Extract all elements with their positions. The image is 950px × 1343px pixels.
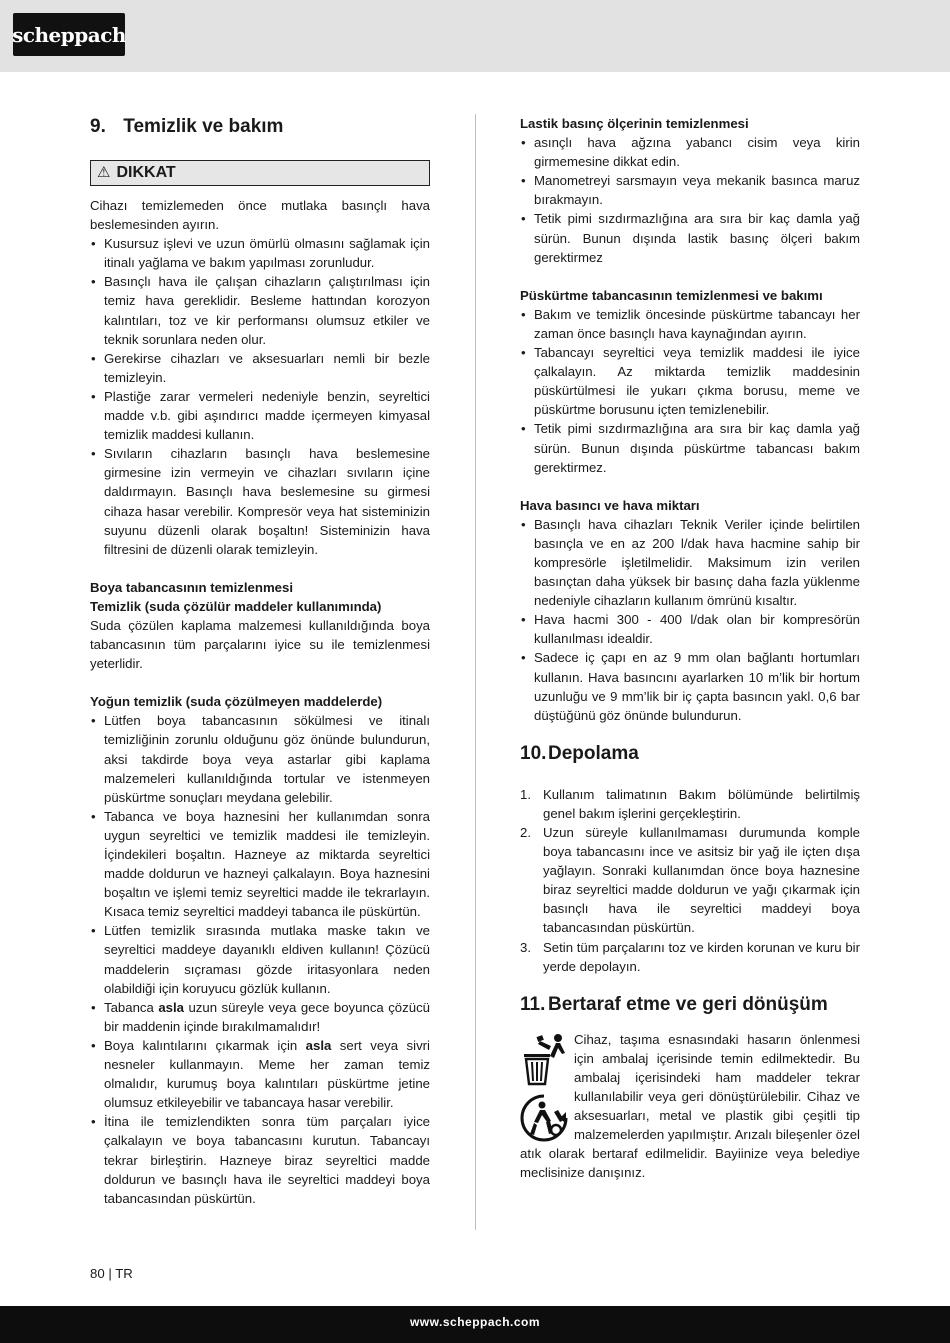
list-item: • Lütfen boya tabancasının sökülmesi ve itinalı temizliğinin zorunlu olduğunu göz önünde bulundurun, aksi takdirde boya veya astarlar gibi kaplama malzemeleri kullanıldığında tortular ve istenmeyen püskürtme sonuçları meydana gelebilir.: [90, 711, 430, 806]
list-item: • Tetik pimi sızdırmazlığına ara sıra bir kaç damla yağ sürün. Bunun dışında püskürtme tabancası bakım gerektirmez.: [520, 419, 860, 476]
section-title: Bertaraf etme ve geri dönüşüm: [548, 993, 828, 1015]
list-item: • Plastiğe zarar vermeleri nedeniyle benzin, seyreltici madde v.b. gibi aşındırıcı madde içermeyen kimyasal temizlik maddesi kullanın.: [90, 387, 430, 444]
disposal-block: [520, 1030, 860, 1183]
subheading: Temizlik (suda çözülür maddeler kullanımında): [90, 598, 382, 614]
bin-icon: [520, 1032, 568, 1086]
list-item: • Kusursuz işlevi ve uzun ömürlü olmasını sağlamak için itinalı yağlama ve bakım yapılması zorunludur.: [90, 234, 430, 272]
subheading: Hava basıncı ve hava miktarı: [520, 497, 700, 513]
list-item: • Bakım ve temizlik öncesinde püskürtme tabancayı her zaman önce basınçlı hava kaynağından ayırın.: [520, 305, 860, 343]
list-item: • Sadece iç çapı en az 9 mm olan bağlantı hortumları kullanın. Hava basıncını ayarlarken 10 m’lik bir hortum uzunluğu ve 9 mm’lik bir iç çapta basıncın yakl. 0,6 bar düştüğünü göz önünde bulundurun.: [520, 648, 860, 724]
emphasis: asla: [158, 999, 184, 1015]
gauge-bullets: [520, 133, 860, 267]
emphasis: asla: [305, 1037, 332, 1053]
list-item: • Lütfen temizlik sırasında mutlaka maske takın ve seyreltici maddeye dayanıklı eldiven kullanın! Çözücü maddelerin sıçraması gözde iritasyonlara neden olabildiği için koruyucu gözlük kullanın.: [90, 921, 430, 997]
item-text: Kullanım talimatının Bakım bölümünde belirtilmiş genel bakım işlerini gerçekleştirin.: [543, 786, 860, 821]
list-item: • Basınçlı hava ile çalışan cihazların çalıştırılması için temiz hava gereklidir. Besleme hattından korozyon kalıntıları, toz ve kir performansı olumsuz etkiler ve teknik sorunlara neden olur.: [90, 272, 430, 348]
list-item: [520, 785, 860, 823]
paragraph: Suda çözülen kaplama malzemesi kullanıldığında boya tabancasının tüm parçalarını iyice su ile temizlenmesi yeterlidir.: [90, 617, 430, 672]
page-number-value: 80: [90, 1266, 105, 1281]
brand-logo: [13, 13, 125, 56]
text-fragment: sert veya sivri nesneler kullanmayın. Meme her zaman temiz olmalıdır, kurumuş boya kalıntıları püskürtme jetine olumsuz etkileyebilir ve tabancaya hasar verebilir.: [104, 1037, 430, 1111]
right-column: [520, 114, 860, 1183]
section-number: 11.: [520, 993, 546, 1015]
disposal-text: Cihaz, taşıma esnasındaki hasarın önlenmesi için ambalaj içerisinde temin edilmektedir. Bu ambalaj içerisindeki ham maddeler tekrar kullanılabilir veya geri dönüştürülebilir. Cihaz ve aksesuarları, metal ve plastik gibi çeşitli tip malzemelerden yapılmıştır. Arızalı bileşenler özel atık olarak bertaraf edilmelidir. Bayiinize veya belediye meclisinize danışınız.: [520, 1031, 860, 1181]
list-item: • İtina ile temizlendikten sonra tüm parçaları iyice çalkalayın ve boya tabancasını kurutun. Tabancayı tekrar birleştirin. Hazneye biraz seyreltici madde doldurun ve basınçlı hava ile seyreltici maddeyi boya tabancasından püskürtün.: [90, 1112, 430, 1207]
section-title: Temizlik ve bakım: [123, 116, 284, 137]
section-10-heading: [520, 741, 860, 767]
section-title: Depolama: [548, 742, 639, 764]
list-item: • Hava hacmi 300 - 400 l/dak olan bir kompresörün kullanılması idealdir.: [520, 610, 860, 648]
footer-bar: [0, 1306, 950, 1343]
language-code: TR: [115, 1266, 133, 1281]
list-item: • Basınçlı hava cihazları Teknik Veriler içinde belirtilen basınçla ve en az 200 l/dak hava hacmine sahip bir kompresörle işletilmelidir. Maksimum izin verilen basınçtan daha yüksek bir basınç daha fazla yüklenme nedeniyle cihazların kullanım ömrünü kısaltır.: [520, 515, 860, 610]
brand-logo-text: scheppach: [12, 22, 126, 47]
list-item: [520, 823, 860, 938]
page-number: [90, 1266, 133, 1281]
text-fragment: Boya kalıntılarını çıkarmak için: [104, 1037, 306, 1053]
left-column: [90, 114, 430, 1208]
subheading: Boya tabancasının temizlenmesi: [90, 579, 294, 595]
item-number: 2.: [520, 825, 531, 840]
list-item: • Tabanca ve boya haznesini her kullanımdan sonra uygun seyreltici ve temizlik maddesi ile temizleyin. İçindekileri boşaltın. Hazneye az miktarda seyreltici madde doldurun ve hazneyi çalkalayın. Boya haznesini boşaltın ve işlemi temiz seyreltici madde ile tekrarlayın. Kısaca temiz seyreltici maddeyi tabanca ile püskürtün.: [90, 807, 430, 922]
list-item: [90, 1036, 430, 1112]
text-fragment: uzun süreyle veya gece boyunca çözücü bir maddenin içinde bırakılmamalıdır!: [104, 999, 430, 1034]
intro-text: Cihazı temizlemeden önce mutlaka basınçlı hava beslemesinden ayırın.: [90, 198, 430, 233]
air-bullets: [520, 515, 860, 725]
list-item: • asınçlı hava ağzına yabancı cisim veya kirin girmemesine dikkat edin.: [520, 133, 860, 171]
section-11-heading: [520, 992, 860, 1018]
item-text: Setin tüm parçalarını toz ve kirden korunan ve kuru bir yerde depolayın.: [543, 939, 860, 974]
list-item: • Gerekirse cihazları ve aksesuarları nemli bir bezle temizleyin.: [90, 349, 430, 387]
spray-bullets: [520, 305, 860, 477]
warning-triangle-icon: ⚠: [97, 164, 111, 181]
disposal-icons: [520, 1032, 570, 1144]
list-item: • Tetik pimi sızdırmazlığına ara sıra bir kaç damla yağ sürün. Bunun dışında lastik basınç ölçeri bakım gerektirmez: [520, 209, 860, 266]
recycle-icon: [520, 1092, 568, 1144]
intensive-bullets: [90, 711, 430, 1207]
website-link[interactable]: www.scheppach.com: [409, 1315, 541, 1329]
section-9-heading: [90, 114, 430, 140]
storage-list: [520, 785, 860, 976]
maintenance-bullets: [90, 234, 430, 559]
page-separator: |: [108, 1266, 112, 1281]
item-text: Uzun süreyle kullanılmaması durumunda komple boya tabancasını ince ve asitsiz bir yağ ile içten dışa yağlayın. Sonraki kullanımdan önce boya haznesine biraz seyreltici madde doldurun ve yağı çıkarmak için basınçlı hava ile seyreltici maddeyi boya tabancasından püskürtün.: [543, 825, 860, 936]
list-item: • Sıvıların cihazların basınçlı hava beslemesine girmesine izin vermeyin ve cihazları sıvıların içine daldırmayın. Basınçlı hava beslemesine su girmesi cihaza hasar verebilir. Kompresör veya hat sisteminizin suyunu düzenli olarak boşaltın! Sisteminizin hava filtresini de düzenli olarak temizleyin.: [90, 444, 430, 559]
column-divider: [475, 114, 476, 1230]
text-fragment: Tabanca: [104, 999, 159, 1015]
section-number: 10.: [520, 742, 547, 764]
item-number: 3.: [520, 939, 531, 955]
subheading: Lastik basınç ölçerinin temizlenmesi: [520, 116, 749, 131]
list-item: • Manometreyi sarsmayın veya mekanik basınca maruz bırakmayın.: [520, 171, 860, 209]
warning-box: [90, 160, 430, 186]
subheading: Püskürtme tabancasının temizlenmesi ve bakımı: [520, 287, 823, 303]
list-item: • Tabancayı seyreltici veya temizlik maddesi ile iyice çalkalayın. Az miktarda temizlik maddesinin püskürtülmesi ile yukarı çıkma borusu, meme ve püskürtme borusunu içten temizlenebilir.: [520, 343, 860, 419]
list-item: [90, 998, 430, 1036]
section-number: 9.: [90, 116, 106, 137]
header-bar: [0, 0, 950, 72]
list-item: [520, 938, 860, 976]
subheading: Yoğun temizlik (suda çözülmeyen maddelerde): [90, 694, 383, 710]
warning-label: DIKKAT: [116, 164, 176, 181]
item-number: 1.: [520, 786, 531, 802]
